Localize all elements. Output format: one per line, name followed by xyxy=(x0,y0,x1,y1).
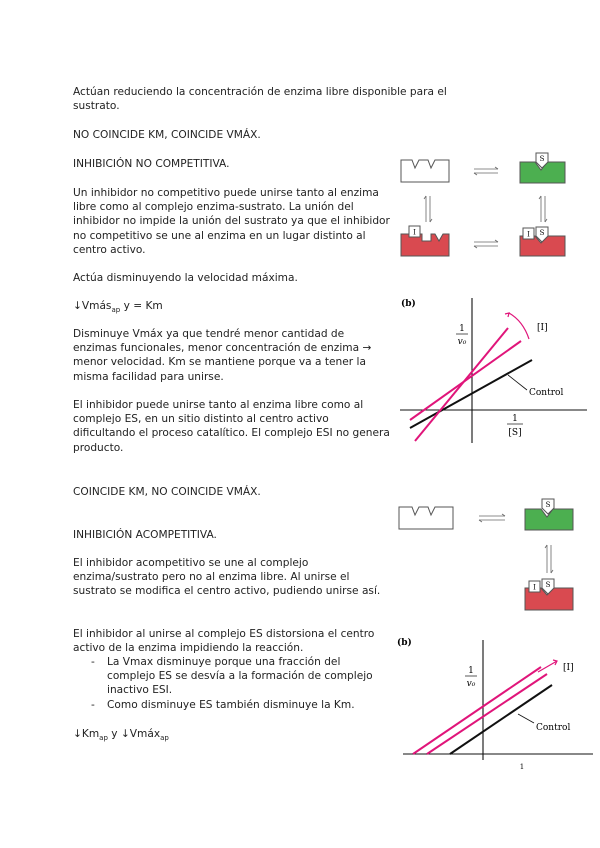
inhibitor-line-low xyxy=(427,674,547,754)
vmax-decrease-text: Actúa disminuyendo la velocidad máxima. xyxy=(73,272,298,284)
lineweaver-burk-plot-uncompetitive xyxy=(395,632,595,772)
list-item: - La Vmax disminuye porque una fracción del complejo ES se desvía a la formación de complejo inactivo ESI. xyxy=(73,655,383,698)
km-vmax-note-2: COINCIDE KM, NO COINCIDE VMÁX. xyxy=(73,486,261,498)
increasing-inhibitor-arrow xyxy=(538,661,557,672)
inhibitor-concentration-label: [I] xyxy=(537,323,548,333)
equilibrium-arrow-vertical-left xyxy=(424,196,432,222)
formula-uncompetitive: $↓Km_{ap}$ y ↓Vmáx$_{ap}$ xyxy=(73,728,169,743)
y-axis-label-denominator: v₀ xyxy=(466,679,476,689)
non-competitive-binding-scheme xyxy=(395,148,585,268)
inhibitor-line-high xyxy=(413,667,541,754)
enzyme-inhibitor-complex-shape xyxy=(401,234,449,256)
equilibrium-arrow-horizontal-top xyxy=(474,167,498,175)
x-axis-label-numerator: 1 xyxy=(512,414,518,424)
non-competitive-definition: Un inhibidor no competitivo puede unirse tanto al enzima libre como al complejo enzima-sustrato. La unión del inhibidor no impide la unión del sustrato ya que el inhibidor no competitivo se une al enzima en un lugar distinto al centro activo. xyxy=(73,187,390,256)
y-axis-label-numerator: 1 xyxy=(459,324,465,334)
section-heading-non-competitive: INHIBICIÓN NO COMPETITIVA. xyxy=(73,158,230,170)
x-axis-label-numerator: 1 xyxy=(519,763,525,771)
panel-label: (b) xyxy=(397,638,412,648)
panel-label: (b) xyxy=(401,299,416,309)
effects-list xyxy=(73,655,383,712)
uncompetitive-binding-scheme xyxy=(395,495,585,620)
uncompetitive-definition: El inhibidor acompetitivo se une al complejo enzima/sustrato pero no al enzima libre. Al unirse el sustrato se modifica el centro activo, pudiendo unirse así. xyxy=(73,557,381,598)
increasing-inhibitor-arrow xyxy=(509,313,529,339)
equilibrium-arrow-vertical-right xyxy=(539,196,547,222)
equilibrium-arrow-vertical xyxy=(545,545,553,573)
es-distortion-text: El inhibidor al unirse al complejo ES distorsiona el centro activo de la enzima impidiendo la reacción. xyxy=(73,628,375,655)
intro-paragraph: Actúan reduciendo la concentración de enzima libre disponible para el sustrato. xyxy=(73,86,447,113)
inhibitor-label: I xyxy=(527,230,530,239)
formula-non-competitive: ↓Vmás$_{ap}$ y = Km xyxy=(73,300,163,315)
lineweaver-burk-plot-non-competitive xyxy=(395,293,590,448)
inhibitor-label: I xyxy=(413,228,416,237)
equilibrium-arrow-horizontal-bottom xyxy=(474,240,498,248)
esi-complex-text: El inhibidor puede unirse tanto al enzima libre como al complejo ES, en un sitio distinto al centro activo dificultando el proceso catalítico. El complejo ESI no genera producto. xyxy=(73,399,390,454)
vmax-explanation: Disminuye Vmáx ya que tendré menor cantidad de enzimas funcionales, menor concentración de enzima → menor velocidad. Km se mantiene porque va a tener la misma facilidad para unirse. xyxy=(73,328,372,383)
free-enzyme-shape xyxy=(399,507,453,529)
x-axis-label-denominator: [S] xyxy=(508,428,522,438)
substrate-label: S xyxy=(539,229,545,237)
equilibrium-arrow-horizontal xyxy=(479,514,505,522)
y-axis-label-numerator: 1 xyxy=(468,666,474,676)
section-heading-uncompetitive: INHIBICIÓN ACOMPETITIVA. xyxy=(73,529,217,541)
km-vmax-note: NO COINCIDE KM, COINCIDE VMÁX. xyxy=(73,129,261,141)
inhibitor-concentration-label: [I] xyxy=(563,663,574,673)
control-pointer xyxy=(518,714,534,723)
inhibitor-label: I xyxy=(533,583,536,592)
control-label: Control xyxy=(536,723,571,733)
increasing-inhibitor-arrowhead xyxy=(505,313,509,317)
y-axis-label-denominator: v₀ xyxy=(457,337,467,347)
control-pointer xyxy=(508,375,527,390)
substrate-label: S xyxy=(545,501,551,509)
substrate-label: S xyxy=(539,155,545,163)
free-enzyme-shape xyxy=(401,160,449,182)
substrate-label: S xyxy=(545,581,551,589)
list-item: - Como disminuye ES también disminuye la Km. xyxy=(73,698,383,712)
control-label: Control xyxy=(529,388,564,398)
